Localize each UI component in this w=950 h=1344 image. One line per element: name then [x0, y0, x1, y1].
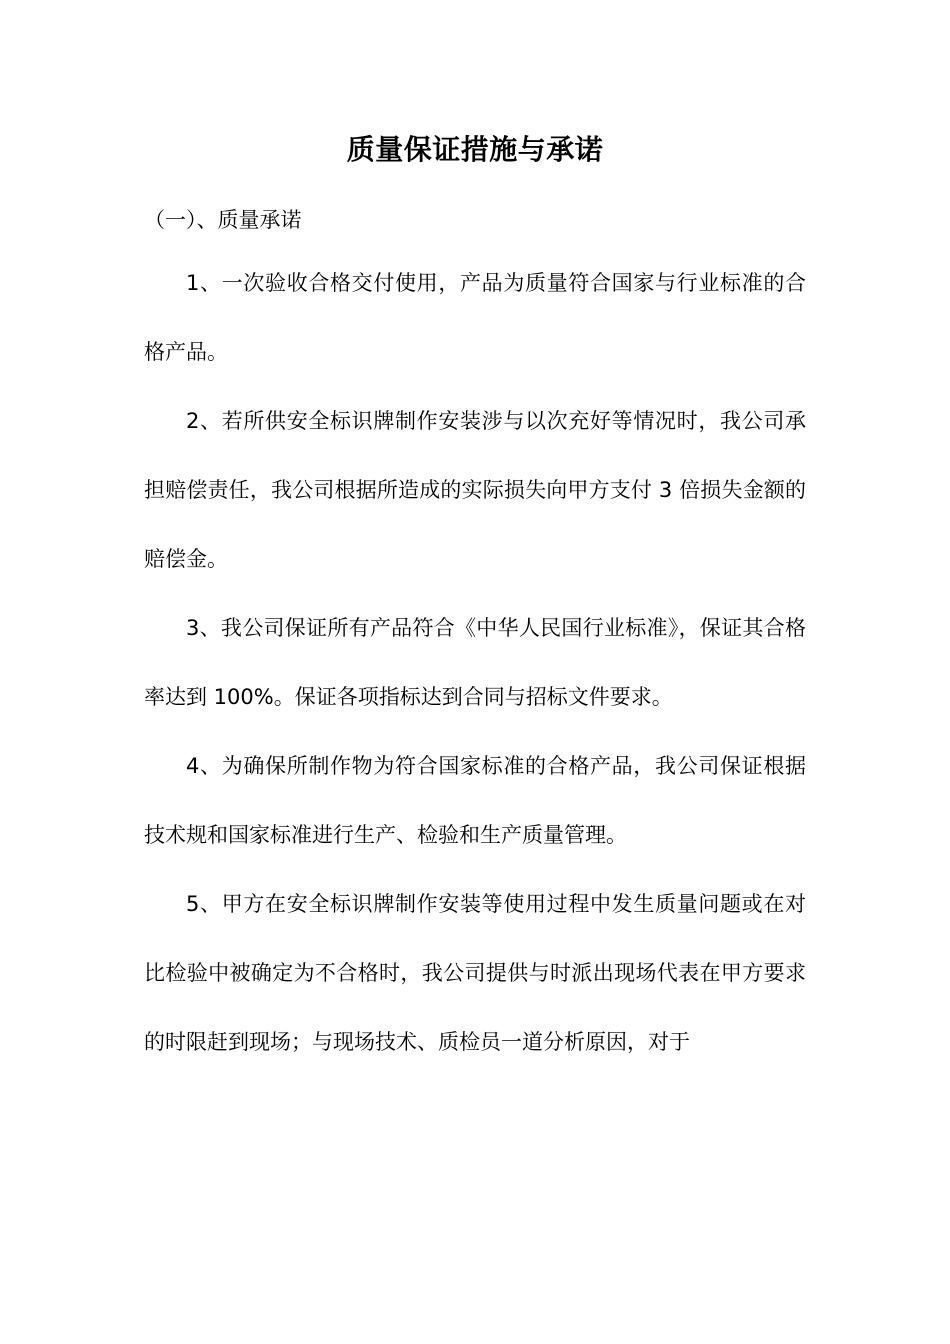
section-heading: （一）、质量承诺 — [144, 208, 302, 232]
paragraph-2: 2、若所供安全标识牌制作安装涉与以次充好等情况时，我公司承担赔偿责任，我公司根据所造成的实际损失向甲方支付 3 倍损失金额的赔偿金。 — [144, 409, 806, 571]
paragraph-4: 4、为确保所制作物为符合国家标准的合格产品，我公司保证根据技术规和国家标准进行生产、检验和生产质量管理。 — [144, 754, 806, 847]
paragraph-5: 5、甲方在安全标识牌制作安装等使用过程中发生质量问题或在对比检验中被确定为不合格时，我公司提供与时派出现场代表在甲方要求的时限赶到现场；与现场技术、质检员一道分析原因，对于 — [144, 892, 806, 1054]
paragraph-3: 3、我公司保证所有产品符合《中华人民国行业标准》，保证其合格率达到 100%。保证各项指标达到合同与招标文件要求。 — [144, 616, 806, 709]
document-body — [144, 249, 806, 1077]
paragraph-1: 1、一次验收合格交付使用，产品为质量符合国家与行业标准的合格产品。 — [144, 271, 806, 364]
document-title: 质量保证措施与承诺 — [346, 133, 604, 166]
